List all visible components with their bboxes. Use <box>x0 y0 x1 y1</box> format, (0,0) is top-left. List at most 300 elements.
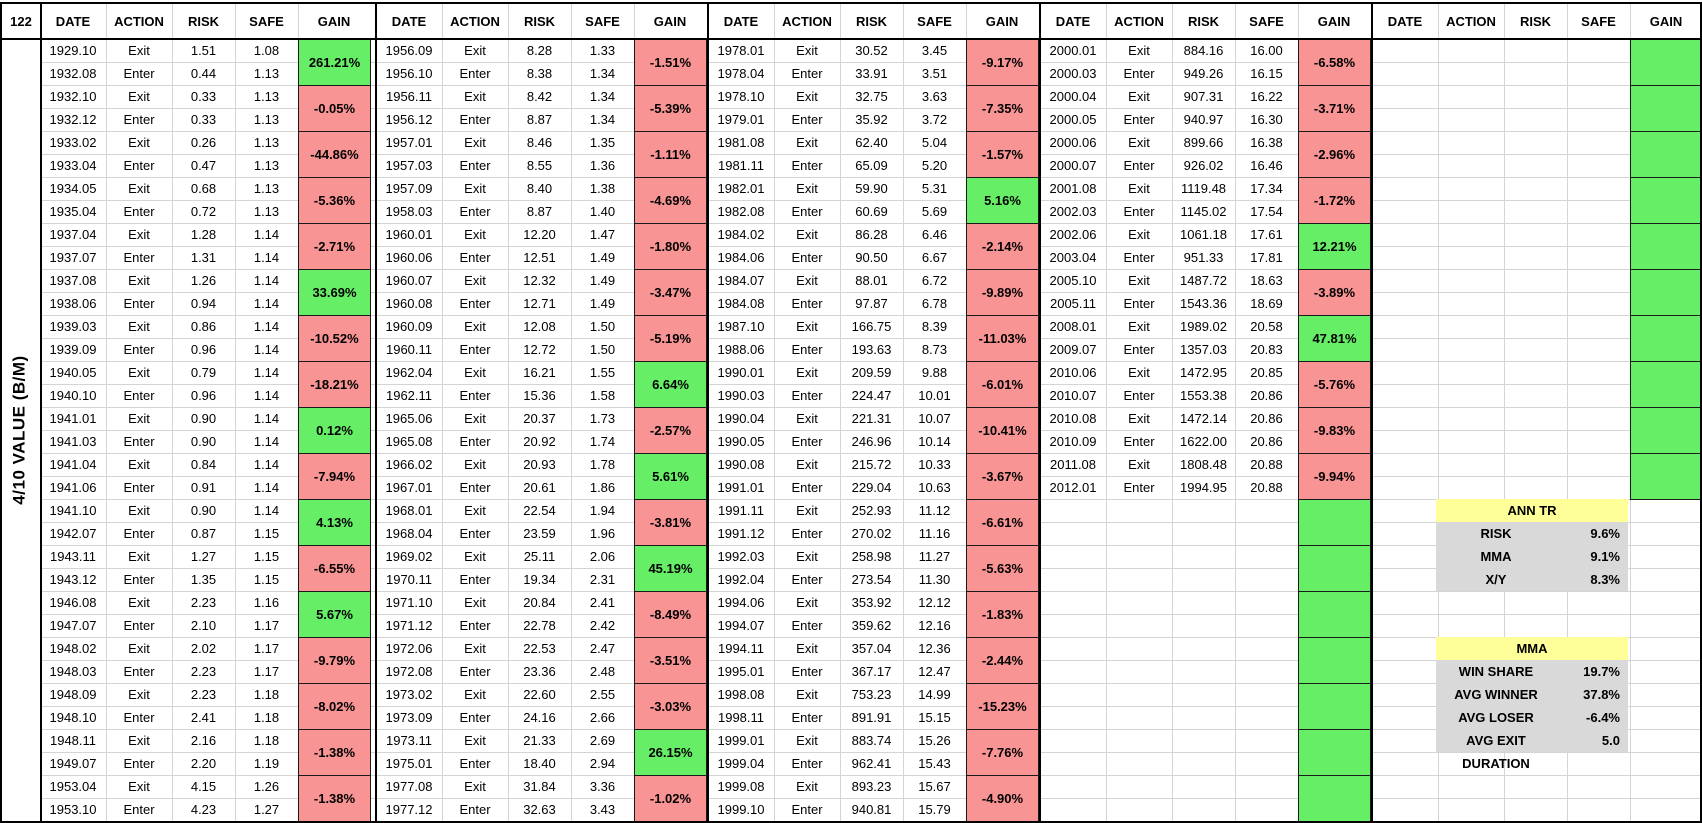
safe-cell[interactable]: 2.94 <box>589 756 616 771</box>
action-cell[interactable]: Enter <box>123 618 155 633</box>
safe-cell[interactable]: 1.13 <box>253 181 280 196</box>
column-header[interactable]: GAIN <box>985 14 1019 29</box>
date-cell[interactable]: 1973.09 <box>385 710 433 725</box>
safe-cell[interactable]: 5.20 <box>921 158 948 173</box>
risk-cell[interactable]: 270.02 <box>851 526 892 541</box>
risk-cell[interactable]: 753.23 <box>851 687 892 702</box>
risk-cell[interactable]: 1472.95 <box>1180 365 1227 380</box>
gain-cell[interactable] <box>1298 637 1371 684</box>
date-cell[interactable]: 1978.04 <box>717 66 765 81</box>
date-cell[interactable]: 1995.01 <box>717 664 765 679</box>
action-cell[interactable]: Exit <box>796 733 818 748</box>
action-cell[interactable]: Exit <box>796 135 818 150</box>
action-cell[interactable]: Exit <box>128 273 150 288</box>
action-cell[interactable]: Enter <box>1123 66 1155 81</box>
safe-cell[interactable]: 18.63 <box>1250 273 1283 288</box>
gain-cell[interactable]: -8.49% <box>634 591 707 638</box>
safe-cell[interactable]: 20.86 <box>1250 411 1283 426</box>
risk-cell[interactable]: 20.37 <box>523 411 556 426</box>
risk-cell[interactable]: 90.50 <box>855 250 888 265</box>
date-cell[interactable]: 1962.11 <box>385 388 433 403</box>
safe-cell[interactable]: 1.50 <box>589 342 616 357</box>
action-cell[interactable]: Exit <box>796 549 818 564</box>
risk-cell[interactable]: 33.91 <box>855 66 888 81</box>
action-cell[interactable]: Exit <box>128 181 150 196</box>
risk-cell[interactable]: 940.97 <box>1183 112 1224 127</box>
safe-cell[interactable]: 1.14 <box>253 503 280 518</box>
safe-cell[interactable]: 1.13 <box>253 204 280 219</box>
date-cell[interactable]: 1994.07 <box>717 618 765 633</box>
date-cell[interactable]: 1990.08 <box>717 457 765 472</box>
safe-cell[interactable]: 1.15 <box>253 572 280 587</box>
date-cell[interactable]: 1992.04 <box>717 572 765 587</box>
action-cell[interactable]: Exit <box>464 365 486 380</box>
risk-cell[interactable]: 62.40 <box>855 135 888 150</box>
action-cell[interactable]: Exit <box>1128 227 1150 242</box>
date-cell[interactable]: 1935.04 <box>49 204 97 219</box>
gain-cell[interactable]: -2.44% <box>966 637 1039 684</box>
risk-cell[interactable]: 1119.48 <box>1180 181 1227 196</box>
date-cell[interactable]: 1948.09 <box>49 687 97 702</box>
safe-cell[interactable]: 16.46 <box>1250 158 1283 173</box>
column-header[interactable]: GAIN <box>1317 14 1351 29</box>
safe-cell[interactable]: 5.69 <box>921 204 948 219</box>
safe-cell[interactable]: 8.39 <box>921 319 948 334</box>
safe-cell[interactable]: 1.13 <box>253 135 280 150</box>
risk-cell[interactable]: 20.92 <box>523 434 556 449</box>
date-cell[interactable]: 1984.06 <box>717 250 765 265</box>
safe-cell[interactable]: 1.16 <box>253 595 280 610</box>
column-header[interactable]: GAIN <box>317 14 351 29</box>
action-cell[interactable]: Exit <box>796 43 818 58</box>
risk-cell[interactable]: 8.87 <box>526 204 553 219</box>
action-cell[interactable]: Enter <box>791 480 823 495</box>
risk-cell[interactable]: 65.09 <box>855 158 888 173</box>
risk-cell[interactable]: 0.96 <box>190 342 217 357</box>
date-cell[interactable]: 1999.10 <box>717 802 765 817</box>
date-cell[interactable]: 1942.07 <box>49 526 97 541</box>
safe-cell[interactable]: 1.18 <box>253 687 280 702</box>
safe-cell[interactable]: 1.38 <box>589 181 616 196</box>
safe-cell[interactable]: 11.12 <box>918 503 951 518</box>
safe-cell[interactable]: 20.86 <box>1250 434 1283 449</box>
action-cell[interactable]: Enter <box>791 250 823 265</box>
gain-cell[interactable]: -2.71% <box>298 223 371 270</box>
date-cell[interactable]: 1960.08 <box>385 296 433 311</box>
gain-cell[interactable] <box>1298 729 1371 776</box>
safe-cell[interactable]: 5.04 <box>921 135 948 150</box>
risk-cell[interactable]: 0.72 <box>190 204 217 219</box>
action-cell[interactable]: Enter <box>1123 250 1155 265</box>
date-cell[interactable]: 1994.11 <box>717 641 765 656</box>
date-cell[interactable]: 2010.08 <box>1049 411 1097 426</box>
gain-cell[interactable] <box>1298 683 1371 730</box>
safe-cell[interactable]: 3.63 <box>921 89 948 104</box>
action-cell[interactable]: Exit <box>464 733 486 748</box>
action-cell[interactable]: Exit <box>1128 273 1150 288</box>
risk-cell[interactable]: 0.26 <box>190 135 217 150</box>
safe-cell[interactable]: 1.14 <box>253 457 280 472</box>
risk-cell[interactable]: 2.23 <box>190 687 217 702</box>
gain-cell[interactable]: -3.67% <box>966 453 1039 500</box>
column-header[interactable]: DATE <box>55 14 91 29</box>
column-header[interactable]: SAFE <box>1249 14 1284 29</box>
action-cell[interactable]: Exit <box>464 687 486 702</box>
gain-cell[interactable]: -7.94% <box>298 453 371 500</box>
date-cell[interactable]: 1948.02 <box>49 641 97 656</box>
safe-cell[interactable]: 16.15 <box>1250 66 1283 81</box>
action-cell[interactable]: Enter <box>459 572 491 587</box>
date-cell[interactable]: 1988.06 <box>717 342 765 357</box>
safe-cell[interactable]: 1.08 <box>253 43 280 58</box>
action-cell[interactable]: Enter <box>123 802 155 817</box>
risk-cell[interactable]: 20.84 <box>523 595 556 610</box>
gain-cell[interactable] <box>1630 39 1702 86</box>
safe-cell[interactable]: 3.45 <box>921 43 948 58</box>
action-cell[interactable]: Enter <box>459 434 491 449</box>
safe-cell[interactable]: 1.15 <box>253 549 280 564</box>
action-cell[interactable]: Enter <box>123 296 155 311</box>
gain-cell[interactable]: -5.39% <box>634 85 707 132</box>
risk-cell[interactable]: 949.26 <box>1183 66 1224 81</box>
date-cell[interactable]: 1948.11 <box>49 733 97 748</box>
action-cell[interactable]: Enter <box>123 526 155 541</box>
gain-cell[interactable] <box>1630 315 1702 362</box>
safe-cell[interactable]: 1.40 <box>589 204 616 219</box>
gain-cell[interactable] <box>1630 131 1702 178</box>
risk-cell[interactable]: 20.61 <box>523 480 556 495</box>
action-cell[interactable]: Exit <box>128 641 150 656</box>
action-cell[interactable]: Exit <box>796 641 818 656</box>
gain-cell[interactable] <box>1298 591 1371 638</box>
risk-cell[interactable]: 893.23 <box>851 779 892 794</box>
gain-cell[interactable]: -2.57% <box>634 407 707 454</box>
safe-cell[interactable]: 1.96 <box>589 526 616 541</box>
action-cell[interactable]: Exit <box>1128 135 1150 150</box>
column-header[interactable]: RISK <box>187 14 220 29</box>
action-cell[interactable]: Enter <box>123 480 155 495</box>
gain-cell[interactable]: -44.86% <box>298 131 371 178</box>
gain-cell[interactable] <box>1630 361 1702 408</box>
date-cell[interactable]: 1932.10 <box>49 89 97 104</box>
gain-cell[interactable] <box>1630 407 1702 454</box>
action-cell[interactable]: Enter <box>459 250 491 265</box>
risk-cell[interactable]: 215.72 <box>851 457 892 472</box>
risk-cell[interactable]: 86.28 <box>855 227 888 242</box>
action-cell[interactable]: Enter <box>1123 342 1155 357</box>
action-cell[interactable]: Exit <box>796 595 818 610</box>
gain-cell[interactable]: 47.81% <box>1298 315 1371 362</box>
safe-cell[interactable]: 17.54 <box>1250 204 1283 219</box>
risk-cell[interactable]: 4.15 <box>190 779 217 794</box>
safe-cell[interactable]: 16.30 <box>1250 112 1283 127</box>
action-cell[interactable]: Exit <box>464 457 486 472</box>
date-cell[interactable]: 1953.04 <box>49 779 97 794</box>
risk-cell[interactable]: 0.91 <box>190 480 217 495</box>
risk-cell[interactable]: 15.36 <box>523 388 556 403</box>
gain-cell[interactable]: -1.83% <box>966 591 1039 638</box>
action-cell[interactable]: Exit <box>464 779 486 794</box>
date-cell[interactable]: 1948.10 <box>49 710 97 725</box>
date-cell[interactable]: 2000.05 <box>1049 112 1097 127</box>
date-cell[interactable]: 1929.10 <box>49 43 97 58</box>
date-cell[interactable]: 1941.10 <box>49 503 97 518</box>
safe-cell[interactable]: 1.49 <box>589 296 616 311</box>
action-cell[interactable]: Exit <box>128 549 150 564</box>
action-cell[interactable]: Exit <box>464 595 486 610</box>
date-cell[interactable]: 1940.10 <box>49 388 97 403</box>
action-cell[interactable]: Enter <box>791 756 823 771</box>
risk-cell[interactable]: 97.87 <box>855 296 888 311</box>
date-cell[interactable]: 1948.03 <box>49 664 97 679</box>
safe-cell[interactable]: 10.01 <box>918 388 951 403</box>
gain-cell[interactable]: -9.94% <box>1298 453 1371 500</box>
risk-cell[interactable]: 962.41 <box>851 756 892 771</box>
gain-cell[interactable]: -3.51% <box>634 637 707 684</box>
action-cell[interactable]: Exit <box>1128 181 1150 196</box>
action-cell[interactable]: Enter <box>791 526 823 541</box>
safe-cell[interactable]: 1.26 <box>253 779 280 794</box>
safe-cell[interactable]: 6.72 <box>921 273 948 288</box>
column-header[interactable]: ACTION <box>114 14 164 29</box>
date-cell[interactable]: 1937.04 <box>49 227 97 242</box>
action-cell[interactable]: Exit <box>796 319 818 334</box>
risk-cell[interactable]: 1061.18 <box>1180 227 1227 242</box>
date-cell[interactable]: 1940.05 <box>49 365 97 380</box>
date-cell[interactable]: 1939.03 <box>49 319 97 334</box>
risk-cell[interactable]: 1543.36 <box>1180 296 1227 311</box>
date-cell[interactable]: 1937.08 <box>49 273 97 288</box>
safe-cell[interactable]: 11.30 <box>918 572 951 587</box>
risk-cell[interactable]: 1553.38 <box>1180 388 1227 403</box>
date-cell[interactable]: 1960.01 <box>385 227 433 242</box>
date-cell[interactable]: 1958.03 <box>385 204 433 219</box>
date-cell[interactable]: 1977.08 <box>385 779 433 794</box>
gain-cell[interactable]: 261.21% <box>298 39 371 86</box>
date-cell[interactable]: 1982.01 <box>717 181 765 196</box>
date-cell[interactable]: 1990.04 <box>717 411 765 426</box>
risk-cell[interactable]: 1.26 <box>190 273 217 288</box>
risk-cell[interactable]: 0.94 <box>190 296 217 311</box>
column-header[interactable]: SAFE <box>917 14 952 29</box>
action-cell[interactable]: Enter <box>123 250 155 265</box>
safe-cell[interactable]: 1.47 <box>589 227 616 242</box>
gain-cell[interactable]: -5.36% <box>298 177 371 224</box>
gain-cell[interactable]: -0.05% <box>298 85 371 132</box>
safe-cell[interactable]: 15.79 <box>918 802 951 817</box>
safe-cell[interactable]: 12.12 <box>918 595 951 610</box>
risk-cell[interactable]: 21.33 <box>523 733 556 748</box>
action-cell[interactable]: Enter <box>791 618 823 633</box>
column-header[interactable]: ACTION <box>450 14 500 29</box>
risk-cell[interactable]: 353.92 <box>851 595 892 610</box>
date-cell[interactable]: 1947.07 <box>49 618 97 633</box>
gain-cell[interactable]: -3.71% <box>1298 85 1371 132</box>
action-cell[interactable]: Exit <box>796 365 818 380</box>
action-cell[interactable]: Enter <box>459 342 491 357</box>
risk-cell[interactable]: 0.90 <box>190 503 217 518</box>
safe-cell[interactable]: 15.43 <box>918 756 951 771</box>
safe-cell[interactable]: 1.36 <box>589 158 616 173</box>
risk-cell[interactable]: 8.46 <box>526 135 553 150</box>
safe-cell[interactable]: 6.67 <box>921 250 948 265</box>
gain-cell[interactable]: -10.41% <box>966 407 1039 454</box>
safe-cell[interactable]: 1.14 <box>253 273 280 288</box>
action-cell[interactable]: Exit <box>796 779 818 794</box>
date-cell[interactable]: 2003.04 <box>1049 250 1097 265</box>
gain-cell[interactable]: 0.12% <box>298 407 371 454</box>
action-cell[interactable]: Exit <box>128 595 150 610</box>
action-cell[interactable]: Enter <box>791 204 823 219</box>
risk-cell[interactable]: 1.35 <box>190 572 217 587</box>
action-cell[interactable]: Exit <box>128 779 150 794</box>
action-cell[interactable]: Enter <box>459 158 491 173</box>
safe-cell[interactable]: 2.42 <box>589 618 616 633</box>
safe-cell[interactable]: 10.63 <box>918 480 951 495</box>
safe-cell[interactable]: 1.14 <box>253 342 280 357</box>
action-cell[interactable]: Enter <box>1123 296 1155 311</box>
action-cell[interactable]: Exit <box>796 181 818 196</box>
column-header[interactable]: ACTION <box>1446 14 1496 29</box>
gain-cell[interactable]: -3.47% <box>634 269 707 316</box>
date-cell[interactable]: 1981.11 <box>717 158 765 173</box>
gain-cell[interactable]: -1.38% <box>298 775 371 822</box>
risk-cell[interactable]: 32.63 <box>523 802 556 817</box>
action-cell[interactable]: Exit <box>128 503 150 518</box>
risk-cell[interactable]: 12.72 <box>523 342 556 357</box>
action-cell[interactable]: Exit <box>128 733 150 748</box>
risk-cell[interactable]: 20.93 <box>523 457 556 472</box>
safe-cell[interactable]: 11.27 <box>918 549 951 564</box>
date-cell[interactable]: 1941.01 <box>49 411 97 426</box>
gain-cell[interactable]: -18.21% <box>298 361 371 408</box>
date-cell[interactable]: 1984.07 <box>717 273 765 288</box>
action-cell[interactable]: Enter <box>791 802 823 817</box>
risk-cell[interactable]: 0.79 <box>190 365 217 380</box>
date-cell[interactable]: 2000.01 <box>1049 43 1097 58</box>
action-cell[interactable]: Exit <box>796 457 818 472</box>
safe-cell[interactable]: 17.34 <box>1250 181 1283 196</box>
date-cell[interactable]: 1979.01 <box>717 112 765 127</box>
date-cell[interactable]: 1971.12 <box>385 618 433 633</box>
risk-cell[interactable]: 2.20 <box>190 756 217 771</box>
action-cell[interactable]: Enter <box>1123 204 1155 219</box>
risk-cell[interactable]: 12.20 <box>523 227 556 242</box>
date-cell[interactable]: 1991.01 <box>717 480 765 495</box>
safe-cell[interactable]: 1.14 <box>253 296 280 311</box>
risk-cell[interactable]: 2.23 <box>190 595 217 610</box>
risk-cell[interactable]: 25.11 <box>523 549 556 564</box>
risk-cell[interactable]: 883.74 <box>851 733 892 748</box>
action-cell[interactable]: Enter <box>459 204 491 219</box>
risk-cell[interactable]: 273.54 <box>851 572 892 587</box>
safe-cell[interactable]: 20.58 <box>1250 319 1283 334</box>
date-cell[interactable]: 1960.06 <box>385 250 433 265</box>
date-cell[interactable]: 2000.06 <box>1049 135 1097 150</box>
gain-cell[interactable] <box>1298 499 1371 546</box>
gain-cell[interactable]: -6.01% <box>966 361 1039 408</box>
action-cell[interactable]: Enter <box>459 388 491 403</box>
action-cell[interactable]: Exit <box>796 687 818 702</box>
risk-cell[interactable]: 24.16 <box>523 710 556 725</box>
gain-cell[interactable]: -1.51% <box>634 39 707 86</box>
safe-cell[interactable]: 12.16 <box>918 618 951 633</box>
risk-cell[interactable]: 23.36 <box>523 664 556 679</box>
column-header[interactable]: ACTION <box>1114 14 1164 29</box>
date-cell[interactable]: 1956.09 <box>385 43 433 58</box>
risk-cell[interactable]: 229.04 <box>851 480 892 495</box>
action-cell[interactable]: Enter <box>123 710 155 725</box>
safe-cell[interactable]: 12.36 <box>918 641 951 656</box>
safe-cell[interactable]: 2.06 <box>589 549 616 564</box>
risk-cell[interactable]: 1994.95 <box>1180 480 1227 495</box>
action-cell[interactable]: Enter <box>459 710 491 725</box>
action-cell[interactable]: Exit <box>464 181 486 196</box>
risk-cell[interactable]: 31.84 <box>523 779 556 794</box>
safe-cell[interactable]: 1.34 <box>589 66 616 81</box>
gain-cell[interactable]: -9.89% <box>966 269 1039 316</box>
safe-cell[interactable]: 1.34 <box>589 112 616 127</box>
risk-cell[interactable]: 2.41 <box>190 710 217 725</box>
safe-cell[interactable]: 1.94 <box>589 503 616 518</box>
gain-cell[interactable]: 6.64% <box>634 361 707 408</box>
action-cell[interactable]: Enter <box>459 112 491 127</box>
safe-cell[interactable]: 1.18 <box>253 710 280 725</box>
action-cell[interactable]: Exit <box>464 549 486 564</box>
safe-cell[interactable]: 3.51 <box>921 66 948 81</box>
safe-cell[interactable]: 1.14 <box>253 365 280 380</box>
safe-cell[interactable]: 16.38 <box>1250 135 1283 150</box>
risk-cell[interactable]: 2.02 <box>190 641 217 656</box>
risk-cell[interactable]: 0.90 <box>190 411 217 426</box>
action-cell[interactable]: Enter <box>459 756 491 771</box>
risk-cell[interactable]: 359.62 <box>851 618 892 633</box>
action-cell[interactable]: Exit <box>464 641 486 656</box>
action-cell[interactable]: Exit <box>796 273 818 288</box>
gain-cell[interactable]: -9.79% <box>298 637 371 684</box>
risk-cell[interactable]: 1.31 <box>190 250 217 265</box>
safe-cell[interactable]: 1.13 <box>253 112 280 127</box>
action-cell[interactable]: Enter <box>459 66 491 81</box>
date-cell[interactable]: 2002.06 <box>1049 227 1097 242</box>
action-cell[interactable]: Enter <box>791 296 823 311</box>
action-cell[interactable]: Exit <box>464 411 486 426</box>
safe-cell[interactable]: 1.13 <box>253 89 280 104</box>
date-cell[interactable]: 1960.11 <box>385 342 433 357</box>
safe-cell[interactable]: 1.49 <box>589 273 616 288</box>
safe-cell[interactable]: 18.69 <box>1250 296 1283 311</box>
safe-cell[interactable]: 17.81 <box>1250 250 1283 265</box>
risk-cell[interactable]: 0.47 <box>190 158 217 173</box>
date-cell[interactable]: 1941.04 <box>49 457 97 472</box>
safe-cell[interactable]: 2.66 <box>589 710 616 725</box>
column-header[interactable]: SAFE <box>249 14 284 29</box>
action-cell[interactable]: Enter <box>791 112 823 127</box>
date-cell[interactable]: 1981.08 <box>717 135 765 150</box>
date-cell[interactable]: 1946.08 <box>49 595 97 610</box>
date-cell[interactable]: 1933.04 <box>49 158 97 173</box>
risk-cell[interactable]: 23.59 <box>523 526 556 541</box>
action-cell[interactable]: Enter <box>459 664 491 679</box>
risk-cell[interactable]: 224.47 <box>851 388 892 403</box>
date-cell[interactable]: 2000.03 <box>1049 66 1097 81</box>
safe-cell[interactable]: 2.55 <box>589 687 616 702</box>
risk-cell[interactable]: 16.21 <box>523 365 556 380</box>
date-cell[interactable]: 1967.01 <box>385 480 433 495</box>
date-cell[interactable]: 1971.10 <box>385 595 433 610</box>
risk-cell[interactable]: 1.28 <box>190 227 217 242</box>
safe-cell[interactable]: 9.88 <box>921 365 948 380</box>
